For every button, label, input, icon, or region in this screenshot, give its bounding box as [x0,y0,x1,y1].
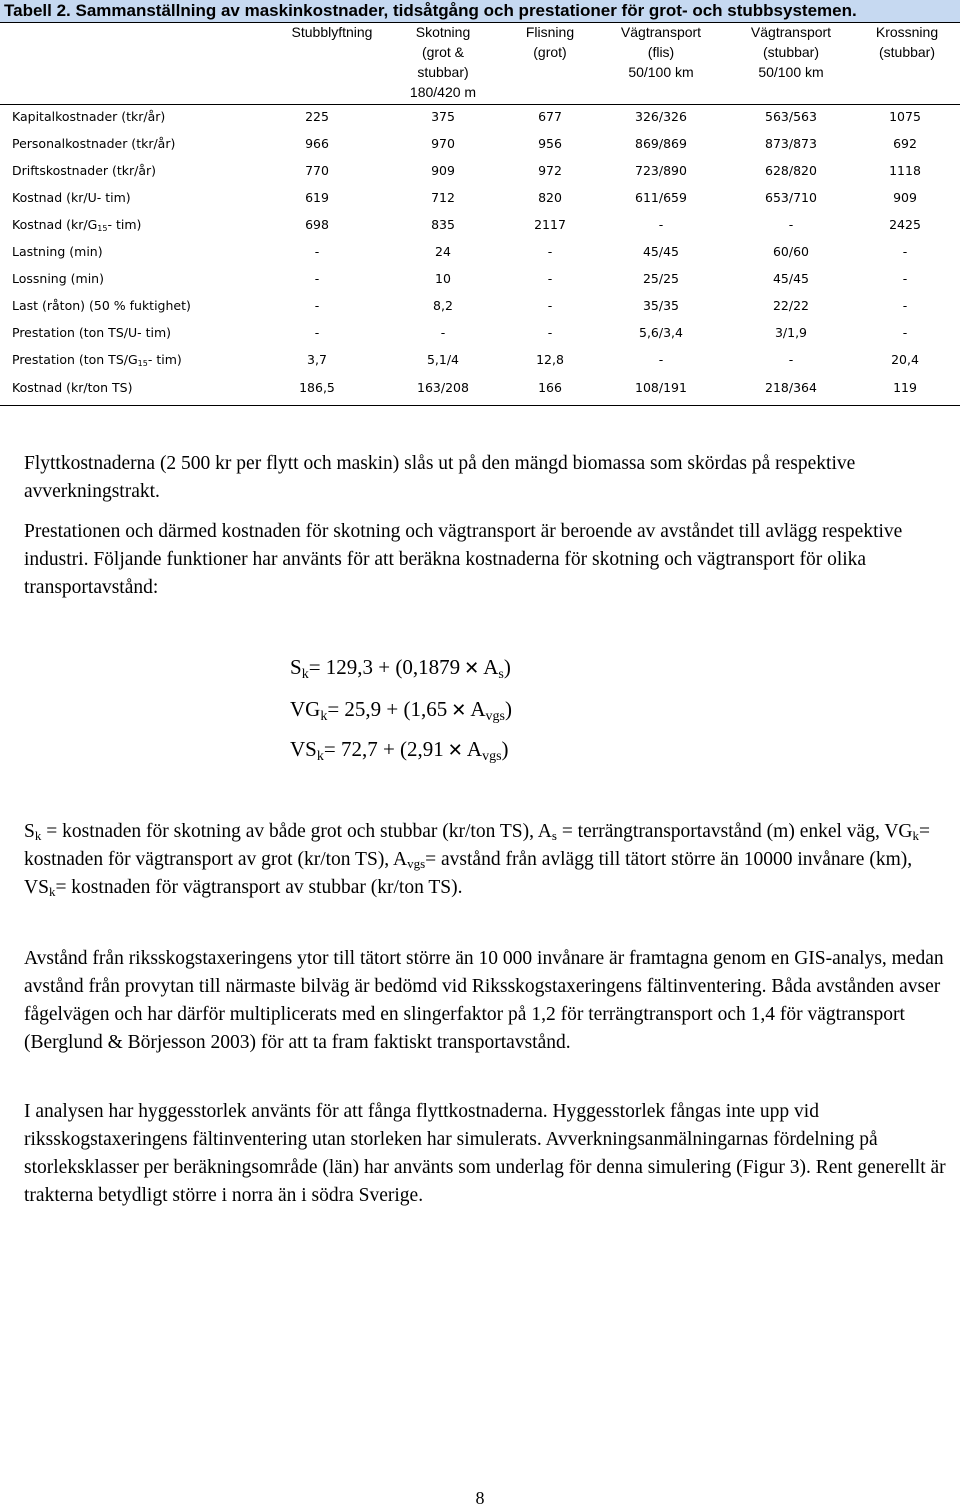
page-number: 8 [475,1488,485,1508]
table-cell: 163/208 [417,380,469,395]
table-row [0,217,960,244]
table-cell: 628/820 [765,163,817,178]
table-cell: 956 [538,136,562,151]
table-cell: - [902,244,908,259]
row-label: Kostnad (kr/U- tim) [12,190,131,205]
col-header-stubblyftning: Stubblyftning [291,24,373,40]
table-row [0,109,960,136]
table-row [0,271,960,298]
table-cell: 698 [305,217,329,232]
table-cell: - [440,325,446,340]
col-header-krossning: Krossning (stubbar) [875,24,939,60]
table-cell: 1118 [889,163,921,178]
table-cell: 45/45 [772,271,810,286]
paragraph-hyggesstorlek: I analysen har hyggesstorlek använts för att fånga flyttkostnaderna. Hyggesstorlek fångas inte upp vid riksskogstaxeringens fältinventering utan storleken har simulerats. Avverkningsanmälningarnas fördelning på storleksklasser per beräkningsområde (län) har använts som underlag för denna simulering (Figur 3). Rent generellt är trakterna betydligt större i norra än i södra Sverige. [24,1101,946,1206]
table-cell: 611/659 [635,190,687,205]
table-cell: - [902,325,908,340]
table-cell: 835 [431,217,455,232]
row-label: Kapitalkostnader (tkr/år) [12,109,166,124]
row-label: Prestation (ton $TS/G_{15}-$ tim) [12,352,182,368]
table-cell: - [547,271,553,286]
table-cell: 225 [305,109,329,124]
table-row [0,244,960,271]
table-cell: - [658,352,664,367]
table-cell: 8,2 [433,298,453,313]
table-cell: 326/326 [635,109,687,124]
row-label: Lossning (min) [12,271,104,286]
table-row [0,163,960,190]
row-label: Lastning (min) [12,244,103,259]
table-cell: 12,8 [536,352,564,367]
multiply-icon: ✕ [447,740,463,761]
table-cell: - [314,244,320,259]
table-cell: 218/364 [765,380,817,395]
table-row [0,352,960,379]
table-cell: 10 [435,271,451,286]
multiply-icon: ✕ [451,700,467,721]
col-header-vagtransport-flis: Vägtransport (flis) 50/100 km [620,24,702,80]
table-cell: 2425 [889,217,921,232]
table-cell: 653/710 [765,190,817,205]
formula-vagtransport-stubbar: $VS_k= 72,7 + (2,91$ ✕ $A_{vgs}$) [290,737,509,764]
col-header-flisning: Flisning (grot) [525,24,575,60]
table-cell: 619 [305,190,329,205]
table-cell: 869/869 [635,136,687,151]
table-row [0,325,960,352]
table-cell: 563/563 [765,109,817,124]
table-cell: - [314,271,320,286]
table-row [0,136,960,163]
table-cell: 972 [538,163,562,178]
formula-skotning: $S_k= 129,3 + (0,1879$ ✕ $A_s$) [290,655,511,682]
table-cell: 820 [538,190,562,205]
table-cell: 712 [431,190,455,205]
paragraph-avstand: Avstånd från riksskogstaxeringens ytor till tätort större än 10 000 invånare är framtagna genom en GIS-analys, medan avstånd från provytan till närmaste bilväg är bedömd vid Riksskogstaxeringens fältinventering. Båda avstånden avser fågelvägen och har därför multiplicerats med en slingerfaktor på 1,2 för terrängtransport och 1,4 för vägtransport (Berglund & Börjesson 2003) för att ta fram faktiskt transportavstånd. [24,948,944,1053]
table-cell: 909 [893,190,917,205]
table-cell: - [547,298,553,313]
table-cell: - [902,271,908,286]
table-cell: 166 [538,380,562,395]
table-cell: 24 [435,244,451,259]
table-cell: 677 [538,109,562,124]
table-cell: 2117 [534,217,566,232]
table-cell: 60/60 [772,244,810,259]
row-label: Kostnad ($kr/G_{15}-$ tim) [12,217,142,233]
table-cell: - [547,244,553,259]
table-cell: 723/890 [635,163,687,178]
paragraph-definitions: $S_k$ = kostnaden för skotning av både grot och stubbar (kr/ton TS), $A_s$ = terrängtransportavstånd (m) enkel väg, $VG_k=$ kostnaden för vägtransport av grot (kr/ton TS), $A_{vgs}=$ avstånd från avlägg till tätort större än 10000 invånare (km), $VS_k=$ kostnaden för vägtransport av stubbar (kr/ton TS). [24,821,931,899]
table-cell: 909 [431,163,455,178]
table-caption-bar [0,0,960,22]
row-label: Personalkostnader (tkr/år) [12,136,176,151]
row-label: Prestation (ton TS/U- tim) [12,325,172,340]
row-label: Driftskostnader (tkr/år) [12,163,157,178]
table-cell: 1075 [889,109,921,124]
multiply-icon: ✕ [464,658,480,679]
table-cell: - [788,217,794,232]
table-cell: 3/1,9 [774,325,808,340]
table-cell: 375 [431,109,455,124]
formula-vagtransport-grot: $VG_k= 25,9 + (1,65$ ✕ $A_{vgs}$) [290,697,512,724]
table-header-rule [0,104,960,105]
table-cell: - [547,325,553,340]
table-cell: - [902,298,908,313]
col-header-vagtransport-stubbar: Vägtransport (stubbar) 50/100 km [750,24,832,80]
table-cell: 35/35 [642,298,680,313]
table-cell: 770 [305,163,329,178]
table-cell: 186,5 [299,380,335,395]
table-cell: 692 [893,136,917,151]
table-cell: 873/873 [765,136,817,151]
table-row [0,298,960,325]
table-cell: - [314,325,320,340]
table-bottom-rule [0,405,960,406]
table-cell: - [658,217,664,232]
row-label: Kostnad (kr/ton TS) [12,380,133,395]
table-cell: 3,7 [307,352,327,367]
table-cell: 5,6/3,4 [639,325,683,340]
table-row [0,190,960,217]
col-header-skotning: Skotning (grot & stubbar) 180/420 m [409,24,477,100]
table-cell: 20,4 [891,352,919,367]
table-cell: 966 [305,136,329,151]
row-label: Last (råton) (50 % fuktighet) [12,298,191,313]
table-cell: 5,1/4 [426,352,460,367]
table-row [0,380,960,407]
table-cell: 45/45 [642,244,680,259]
table-cell: - [788,352,794,367]
paragraph-flyttkostnader: Flyttkostnaderna (2 500 kr per flytt och maskin) slås ut på den mängd biomassa som skördas på respektive avverkningstrakt. [24,453,856,502]
table-cell: 970 [431,136,455,151]
table-cell: 108/191 [635,380,687,395]
table-caption: Tabell 2. Sammanställning av maskinkostnader, tidsåtgång och prestationer för grot- och stubbsystemen. [4,1,857,20]
table-cell: 22/22 [772,298,810,313]
table-cell: 25/25 [642,271,680,286]
paragraph-prestationen: Prestationen och därmed kostnaden för skotning och vägtransport är beroende av avståndet till avlägg respektive industri. Följande funktioner har använts för att beräkna kostnaderna för skotning och vägtransport för olika transportavstånd: [24,521,903,598]
table-cell: 119 [893,380,917,395]
table-cell: - [314,298,320,313]
